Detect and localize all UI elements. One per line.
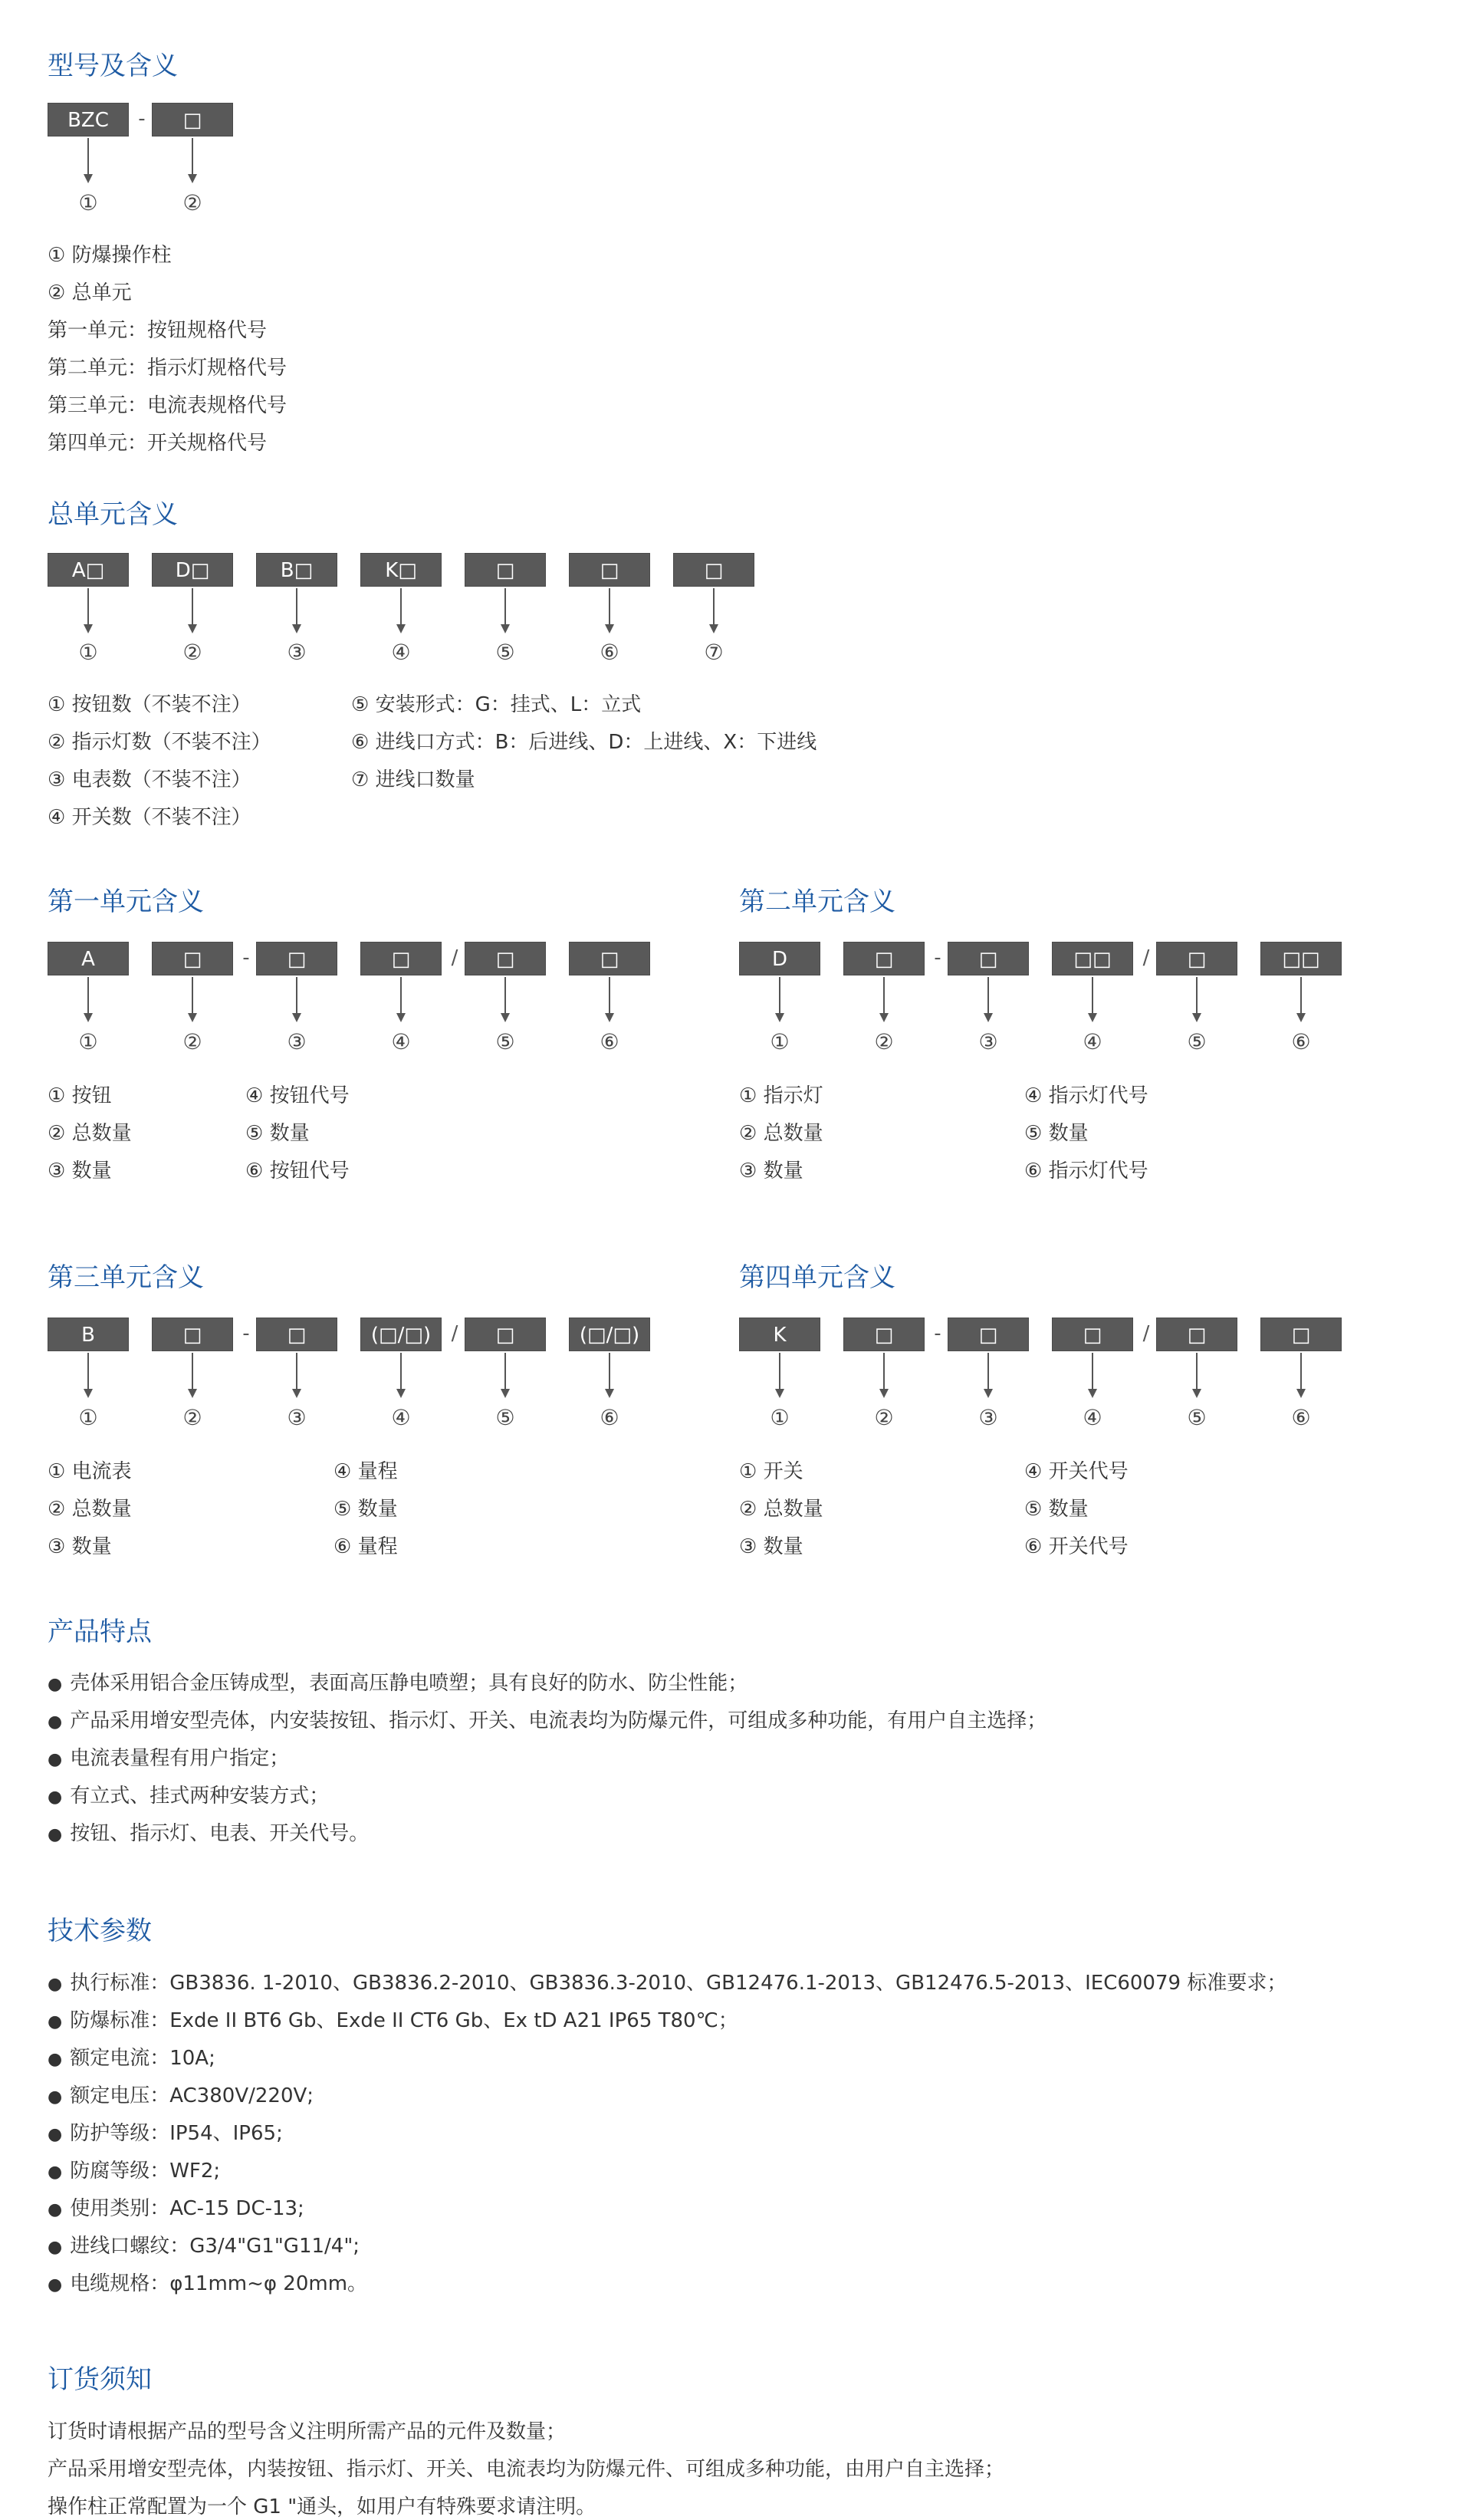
code-box: □ [152,942,233,975]
code-box: □□ [1260,942,1342,975]
feature-item: ● 壳体采用铝合金压铸成型，表面高压静电喷塑；具有良好的防水、防尘性能； [48,1667,748,1696]
legend-item: ② 指示灯数（不装不注） [48,731,271,754]
down-arrow-icon [80,1353,96,1399]
section-title-unit1: 第一单元含义 [48,887,204,917]
down-arrow-icon [706,588,721,634]
down-arrow-icon [185,588,200,634]
spec-item: ● 额定电流：10A; [48,2042,215,2071]
section-title-model: 型号及含义 [48,51,178,81]
section-title-features: 产品特点 [48,1617,152,1647]
index-number: ⑤ [1187,1029,1207,1054]
code-box: □ [152,1318,233,1351]
feature-item: ● 按钮、指示灯、电表、开关代号。 [48,1818,369,1846]
code-box: □ [256,1318,337,1351]
code-box: □ [1156,1318,1237,1351]
legend-item: ② 总数量 [48,1122,132,1145]
total-code-diagram [48,553,768,587]
code-box: □ [1052,1318,1133,1351]
index-number: ③ [978,1405,998,1430]
down-arrow-icon [1189,977,1204,1023]
code-box: □ [360,942,442,975]
index-number: ② [182,1405,202,1430]
legend-item: ⑤ 数量 [245,1122,310,1145]
legend-item: 第三单元：电流表规格代号 [48,394,288,417]
section-title-tech: 技术参数 [48,1916,152,1946]
spec-item: ● 使用类别：AC-15 DC-13; [48,2193,304,2221]
legend-item: ⑥ 按钮代号 [245,1160,350,1183]
down-arrow-icon [602,977,617,1023]
code-box: □ [569,553,650,587]
spec-item: ● 防爆标准：Exde II BT6 Gb、Exde II CT6 Gb、Ex tD A21 IP65 T80℃； [48,2005,738,2033]
legend-item: ④ 开关数（不装不注） [48,806,251,829]
code-box: □ [948,1318,1029,1351]
down-arrow-icon [981,977,996,1023]
code-box: (□/□) [569,1318,650,1351]
index-number: ③ [287,1029,307,1054]
section-title-order: 订货须知 [48,2364,152,2395]
index-number: ② [182,190,202,215]
code-box: □ [465,942,546,975]
code-box: (□/□) [360,1318,442,1351]
code-box: □ [1260,1318,1342,1351]
code-separator: - [934,1322,941,1345]
index-number: ④ [391,1029,411,1054]
index-number: ⑦ [704,640,724,665]
down-arrow-icon [185,977,200,1023]
spec-item: ● 额定电压：AC380V/220V; [48,2080,314,2108]
code-box: K□ [360,553,442,587]
unit1-code-diagram [48,942,661,975]
feature-item: ● 有立式、挂式两种安装方式； [48,1780,329,1808]
section-title-unit2: 第二单元含义 [739,887,895,917]
index-number: ④ [391,1405,411,1430]
legend-item: ⑤ 安装形式：G：挂式、L：立式 [351,693,642,716]
legend-item: ④ 量程 [334,1460,398,1483]
feature-item: ● 电流表量程有用户指定； [48,1742,289,1771]
code-box: D□ [152,553,233,587]
legend-item: ② 总数量 [48,1498,132,1521]
index-number: ① [78,640,98,665]
legend-item: 第四单元：开关规格代号 [48,432,268,455]
legend-item: ⑥ 开关代号 [1024,1535,1129,1558]
index-number: ④ [1083,1029,1102,1054]
legend-item: 第一单元：按钮规格代号 [48,319,268,342]
legend-item: ① 防爆操作柱 [48,244,172,267]
legend-item: ① 电流表 [48,1460,132,1483]
spec-item: ● 防护等级：IP54、IP65; [48,2117,283,2146]
down-arrow-icon [602,588,617,634]
code-box: □□ [1052,942,1133,975]
down-arrow-icon [393,588,409,634]
order-note: 操作柱正常配置为一个 G1 "通头，如用户有特殊要求请注明。 [48,2495,596,2518]
down-arrow-icon [1189,1353,1204,1399]
section-title-unit4: 第四单元含义 [739,1262,895,1293]
section-title-total: 总单元含义 [48,499,178,530]
index-number: ① [770,1405,790,1430]
index-number: ② [182,1029,202,1054]
index-number: ① [78,1029,98,1054]
code-box: □ [673,553,754,587]
code-separator: / [1142,1322,1150,1345]
index-number: ⑥ [1291,1405,1311,1430]
legend-item: ④ 指示灯代号 [1024,1084,1148,1107]
down-arrow-icon [289,588,304,634]
index-number: ⑥ [600,640,619,665]
code-box: □ [465,553,546,587]
down-arrow-icon [1293,1353,1309,1399]
section-title-unit3: 第三单元含义 [48,1262,204,1293]
spec-item: ● 执行标准：GB3836. 1-2010、GB3836.2-2010、GB3836.3-2010、GB12476.1-2013、GB12476.5-2013、IEC60079 标准要求； [48,1967,1286,1995]
index-number: ② [874,1029,894,1054]
legend-item: ② 总数量 [739,1122,823,1145]
code-separator: / [451,946,458,969]
code-separator: - [242,1322,250,1345]
down-arrow-icon [80,588,96,634]
unit3-code-diagram [48,1318,661,1351]
feature-item: ● 产品采用增安型壳体，内安装按钮、指示灯、开关、电流表均为防爆元件，可组成多种功能，有用户自主选择； [48,1705,1046,1733]
code-box: □ [948,942,1029,975]
down-arrow-icon [80,977,96,1023]
legend-item: ④ 按钮代号 [245,1084,350,1107]
code-box: □ [843,942,925,975]
code-separator: / [451,1322,458,1345]
index-number: ⑥ [600,1405,619,1430]
down-arrow-icon [393,1353,409,1399]
index-number: ③ [287,1405,307,1430]
code-separator: - [138,107,146,130]
order-note: 产品采用增安型壳体，内装按钮、指示灯、开关、电流表均为防爆元件、可组成多种功能，由用户自主选择； [48,2458,1005,2481]
legend-item: ② 总单元 [48,281,132,304]
index-number: ⑤ [495,1029,515,1054]
down-arrow-icon [772,1353,787,1399]
index-number: ④ [391,640,411,665]
index-number: ② [182,640,202,665]
code-box: B [48,1318,129,1351]
legend-item: ① 按钮 [48,1084,112,1107]
legend-item: ① 开关 [739,1460,803,1483]
code-separator: - [242,946,250,969]
legend-item: ③ 数量 [739,1535,803,1558]
legend-item: ⑤ 数量 [1024,1498,1089,1521]
down-arrow-icon [498,588,513,634]
down-arrow-icon [185,1353,200,1399]
spec-item: ● 电缆规格：φ11mm~φ 20mm。 [48,2268,367,2296]
index-number: ① [770,1029,790,1054]
down-arrow-icon [876,977,892,1023]
code-box: □ [1156,942,1237,975]
down-arrow-icon [876,1353,892,1399]
index-number: ① [78,1405,98,1430]
index-number: ③ [287,640,307,665]
index-number: ④ [1083,1405,1102,1430]
legend-item: ① 指示灯 [739,1084,823,1107]
model-code-diagram [48,103,247,137]
code-box: K [739,1318,820,1351]
down-arrow-icon [289,977,304,1023]
code-box: □ [256,942,337,975]
code-box: A [48,942,129,975]
spec-item: ● 进线口螺纹：G3/4"G1"G11/4"; [48,2230,360,2258]
legend-item: ③ 数量 [48,1535,112,1558]
code-box: □ [465,1318,546,1351]
code-separator: / [1142,946,1150,969]
legend-item: ④ 开关代号 [1024,1460,1129,1483]
legend-item: ⑥ 指示灯代号 [1024,1160,1148,1183]
code-box: D [739,942,820,975]
legend-item: ⑥ 量程 [334,1535,398,1558]
legend-item: ② 总数量 [739,1498,823,1521]
unit2-code-diagram [739,942,1352,975]
legend-item: ③ 数量 [739,1160,803,1183]
down-arrow-icon [1293,977,1309,1023]
index-number: ③ [978,1029,998,1054]
legend-item: ① 按钮数（不装不注） [48,693,251,716]
index-number: ⑥ [1291,1029,1311,1054]
down-arrow-icon [602,1353,617,1399]
down-arrow-icon [498,977,513,1023]
down-arrow-icon [1085,1353,1100,1399]
down-arrow-icon [289,1353,304,1399]
code-box: B□ [256,553,337,587]
index-number: ⑤ [495,640,515,665]
legend-item: ⑥ 进线口方式：B：后进线、D：上进线、X：下进线 [351,731,817,754]
legend-item: ③ 电表数（不装不注） [48,768,251,791]
index-number: ⑤ [495,1405,515,1430]
down-arrow-icon [772,977,787,1023]
legend-item: 第二单元：指示灯规格代号 [48,357,288,380]
code-box: □ [152,103,233,137]
down-arrow-icon [393,977,409,1023]
code-separator: - [934,946,941,969]
down-arrow-icon [80,138,96,184]
index-number: ② [874,1405,894,1430]
unit4-code-diagram [739,1318,1352,1351]
order-note: 订货时请根据产品的型号含义注明所需产品的元件及数量； [48,2420,567,2443]
index-number: ① [78,190,98,215]
code-box: A□ [48,553,129,587]
index-number: ⑥ [600,1029,619,1054]
legend-item: ⑤ 数量 [1024,1122,1089,1145]
down-arrow-icon [185,138,200,184]
legend-item: ⑦ 进线口数量 [351,768,475,791]
index-number: ⑤ [1187,1405,1207,1430]
code-box: □ [569,942,650,975]
down-arrow-icon [1085,977,1100,1023]
down-arrow-icon [498,1353,513,1399]
spec-item: ● 防腐等级：WF2; [48,2155,220,2183]
legend-item: ⑤ 数量 [334,1498,398,1521]
down-arrow-icon [981,1353,996,1399]
code-box: □ [843,1318,925,1351]
legend-item: ③ 数量 [48,1160,112,1183]
code-box: BZC [48,103,129,137]
